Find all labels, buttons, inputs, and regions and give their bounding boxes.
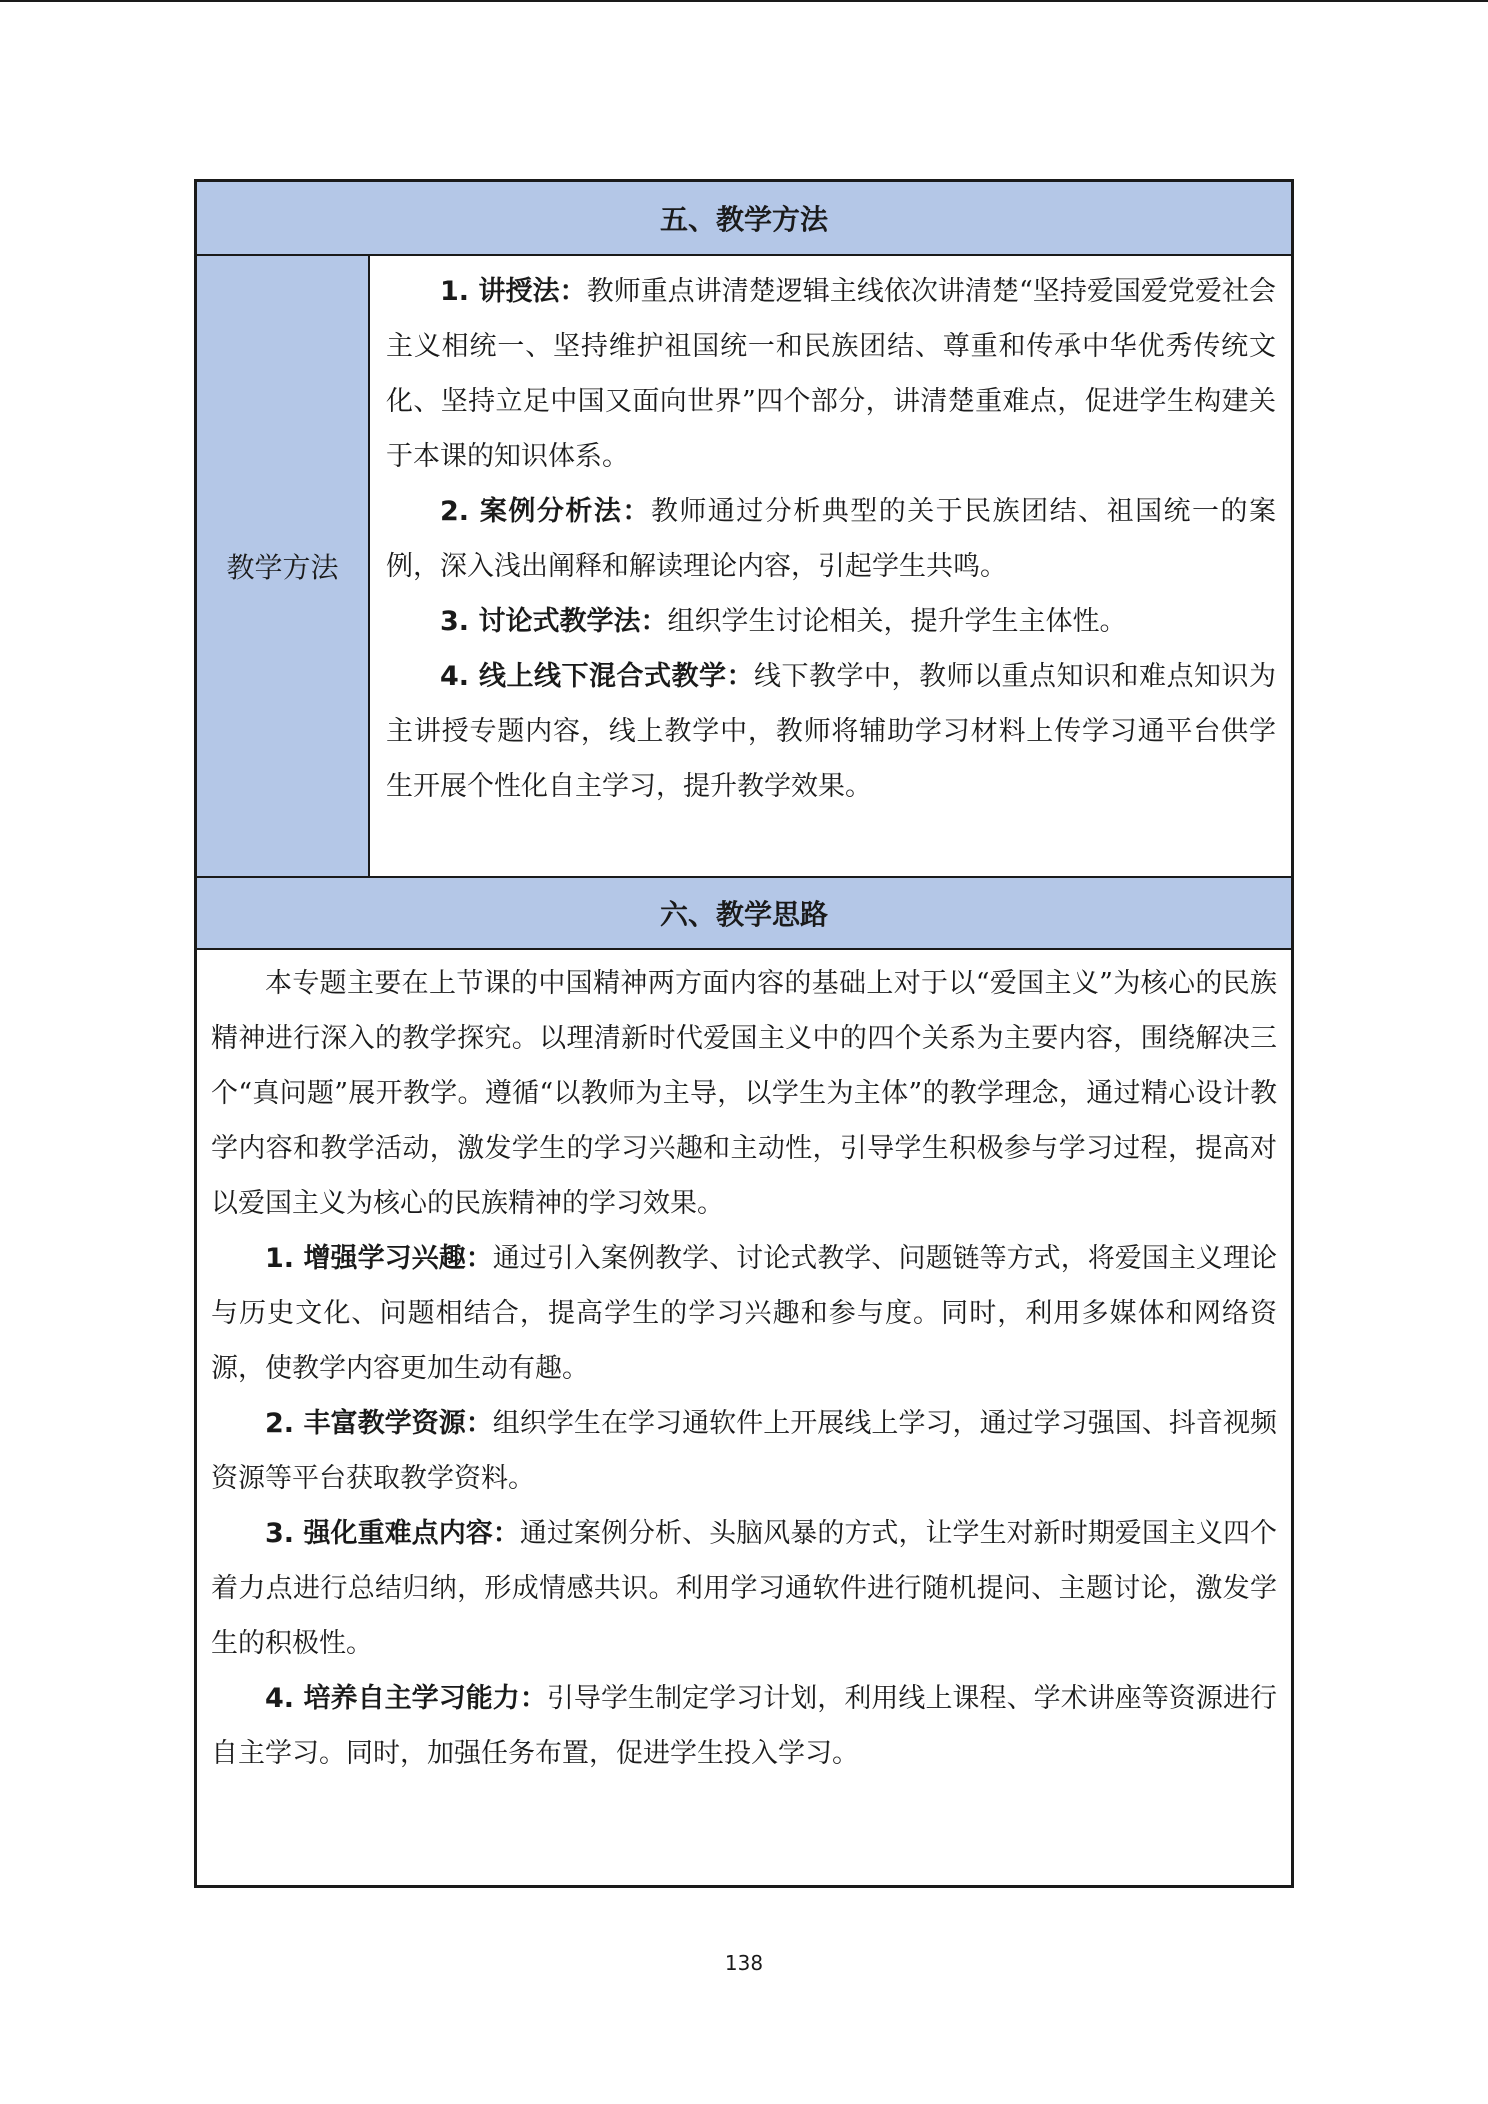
teaching-approach-content: [211, 956, 1277, 1781]
method-item-4-text: 线下教学中，教师以重点知识和难点知识为主讲授专题内容，线上教学中，教师将辅助学习材料上传学习通平台供学生开展个性化自主学习，提升教学效果。: [386, 661, 1276, 802]
method-item-2-lead: 2. 案例分析法：: [440, 496, 651, 527]
method-item-3: [386, 594, 1276, 649]
approach-item-1: [211, 1231, 1277, 1396]
approach-item-2: [211, 1396, 1277, 1506]
approach-item-4-text: 引导学生制定学习计划，利用线上课程、学术讲座等资源进行自主学习。同时，加强任务布置，促进学生投入学习。: [211, 1683, 1277, 1769]
approach-item-3-text: 通过案例分析、头脑风暴的方式，让学生对新时期爱国主义四个着力点进行总结归纳，形成情感共识。利用学习通软件进行随机提问、主题讨论，激发学生的积极性。: [211, 1518, 1278, 1659]
method-item-2-text: 教师通过分析典型的关于民族团结、祖国统一的案例，深入浅出阐释和解读理论内容，引起学生共鸣。: [386, 496, 1277, 582]
approach-item-3: [211, 1506, 1277, 1671]
teaching-method-label: 教学方法: [226, 551, 339, 584]
section-6-title: 六、教学思路: [659, 898, 828, 931]
approach-item-2-text: 组织学生在学习通软件上开展线上学习，通过学习强国、抖音视频资源等平台获取教学资料。: [211, 1408, 1277, 1494]
approach-item-3-lead: 3. 强化重难点内容：: [265, 1518, 520, 1549]
approach-item-2-lead: 2. 丰富教学资源：: [265, 1408, 493, 1439]
method-item-4: [386, 649, 1276, 814]
method-item-1-text: 教师重点讲清楚逻辑主线依次讲清楚“坚持爱国爱党爱社会主义相统一、坚持维护祖国统一和民族团结、尊重和传承中华优秀传统文化、坚持立足中国又面向世界”四个部分，讲清楚重难点，促进学生构建关于本课的知识体系。: [386, 276, 1276, 472]
section-6-header: [197, 876, 1291, 950]
page-number: 138: [724, 1951, 764, 1975]
approach-intro: 本专题主要在上节课的中国精神两方面内容的基础上对于以“爱国主义”为核心的民族精神进行深入的教学探究。以理清新时代爱国主义中的四个关系为主要内容，围绕解决三个“真问题”展开教学。遵循“以教师为主导，以学生为主体”的教学理念，通过精心设计教学内容和教学活动，激发学生的学习兴趣和主动性，引导学生积极参与学习过程，提高对以爱国主义为核心的民族精神的学习效果。: [211, 968, 1277, 1219]
top-border-line: [0, 0, 1488, 2]
section-5-title: 五、教学方法: [659, 203, 828, 236]
approach-item-4: [211, 1671, 1277, 1781]
lesson-plan-table: [194, 179, 1294, 1888]
teaching-methods-content: [386, 264, 1276, 814]
method-item-1: [386, 264, 1276, 484]
method-item-3-text: 组织学生讨论相关，提升学生主体性。: [667, 606, 1127, 637]
section-5-header: [197, 182, 1291, 256]
approach-item-1-text: 通过引入案例教学、讨论式教学、问题链等方式，将爱国主义理论与历史文化、问题相结合，提高学生的学习兴趣和参与度。同时，利用多媒体和网络资源，使教学内容更加生动有趣。: [211, 1243, 1277, 1384]
method-item-3-lead: 3. 讨论式教学法：: [440, 606, 668, 637]
teaching-method-label-cell: [197, 256, 370, 876]
method-item-2: [386, 484, 1276, 594]
method-item-4-lead: 4. 线上线下混合式教学：: [440, 661, 754, 692]
approach-item-1-lead: 1. 增强学习兴趣：: [265, 1243, 493, 1274]
method-item-1-lead: 1. 讲授法：: [440, 276, 587, 307]
approach-item-4-lead: 4. 培养自主学习能力：: [265, 1683, 547, 1714]
